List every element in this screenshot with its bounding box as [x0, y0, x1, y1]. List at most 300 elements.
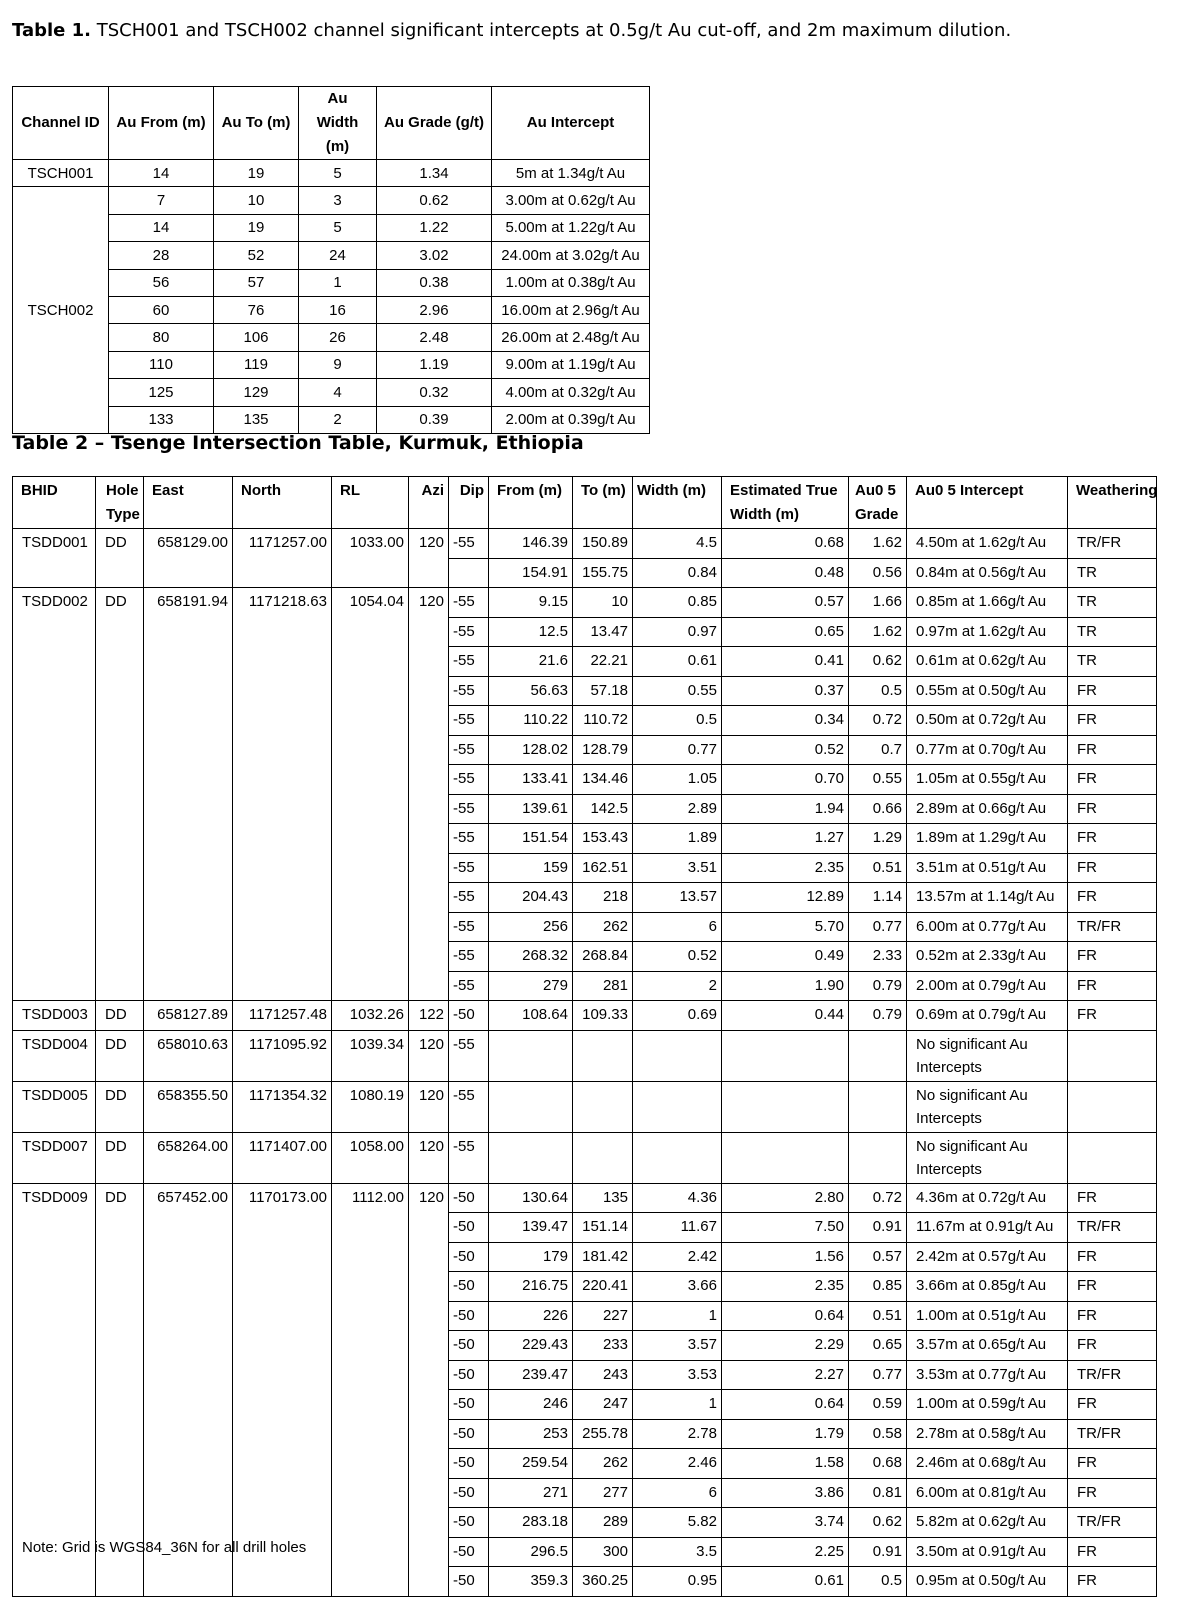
to-cell: 13.47: [573, 617, 633, 647]
dip-cell: -50: [449, 1213, 489, 1243]
bhid-cell: TSDD005: [13, 1081, 96, 1132]
true-width-cell: 1.58: [722, 1449, 849, 1479]
true-width-cell: 0.64: [722, 1390, 849, 1420]
table2-header-cell: RL: [332, 477, 409, 529]
rl-cell: 1032.26: [332, 1001, 409, 1031]
grade-cell: 0.79: [849, 971, 907, 1001]
intercept-cell: 6.00m at 0.77g/t Au: [907, 912, 1068, 942]
weathering-cell: FR: [1068, 1567, 1157, 1597]
weathering-cell: FR: [1068, 1449, 1157, 1479]
width-cell: 0.69: [633, 1001, 722, 1031]
width-cell: 2: [633, 971, 722, 1001]
north-cell: 1171257.00: [233, 529, 332, 588]
table1-header-cell: Au Width (m): [299, 87, 377, 160]
true-width-cell: 0.44: [722, 1001, 849, 1031]
table2-header-cell: Hole Type: [96, 477, 144, 529]
from-cell: 125: [109, 379, 214, 406]
table1-row: [13, 214, 650, 241]
dip-cell: -50: [449, 1449, 489, 1479]
width-cell: 3.51: [633, 853, 722, 883]
hole-type-cell: DD: [96, 588, 144, 1001]
to-cell: 268.84: [573, 942, 633, 972]
intercept-cell: 3.53m at 0.77g/t Au: [907, 1360, 1068, 1390]
weathering-cell: [1068, 1132, 1157, 1183]
from-cell: 151.54: [489, 824, 573, 854]
bhid-cell: TSDD009: [13, 1183, 96, 1596]
true-width-cell: 2.25: [722, 1537, 849, 1567]
grade-cell: 1.22: [377, 214, 492, 241]
to-cell: 19: [214, 160, 299, 187]
intercept-cell: 3.66m at 0.85g/t Au: [907, 1272, 1068, 1302]
table2-header-cell: BHID: [13, 477, 96, 529]
true-width-cell: 1.90: [722, 971, 849, 1001]
true-width-cell: 3.86: [722, 1478, 849, 1508]
table1-row: [13, 242, 650, 269]
grade-cell: 0.85: [849, 1272, 907, 1302]
azi-cell: 120: [409, 1030, 449, 1081]
dip-cell: -50: [449, 1272, 489, 1302]
north-cell: 1171407.00: [233, 1132, 332, 1183]
intercept-cell: 3.00m at 0.62g/t Au: [492, 187, 650, 214]
grade-cell: 1.29: [849, 824, 907, 854]
from-cell: 139.47: [489, 1213, 573, 1243]
table2-row: [13, 529, 1157, 559]
grade-cell: 2.96: [377, 296, 492, 323]
rl-cell: 1058.00: [332, 1132, 409, 1183]
weathering-cell: TR: [1068, 588, 1157, 618]
hole-type-cell: DD: [96, 529, 144, 588]
grade-cell: 1.34: [377, 160, 492, 187]
table2-header-cell: North: [233, 477, 332, 529]
width-cell: 3.53: [633, 1360, 722, 1390]
to-cell: 52: [214, 242, 299, 269]
width-cell: 4.5: [633, 529, 722, 559]
table1-header-cell: Au From (m): [109, 87, 214, 160]
table1-header-cell: Au Grade (g/t): [377, 87, 492, 160]
true-width-cell: 5.70: [722, 912, 849, 942]
table2-header-cell: Estimated True Width (m): [722, 477, 849, 529]
to-cell: 153.43: [573, 824, 633, 854]
table1-row: [13, 351, 650, 378]
width-cell: 0.61: [633, 647, 722, 677]
dip-cell: -55: [449, 735, 489, 765]
from-cell: 256: [489, 912, 573, 942]
east-cell: 658264.00: [144, 1132, 233, 1183]
true-width-cell: 0.52: [722, 735, 849, 765]
width-cell: 26: [299, 324, 377, 351]
from-cell: 110.22: [489, 706, 573, 736]
grade-cell: 0.55: [849, 765, 907, 795]
grade-cell: 0.91: [849, 1213, 907, 1243]
width-cell: [633, 1030, 722, 1081]
north-cell: 1171257.48: [233, 1001, 332, 1031]
to-cell: 106: [214, 324, 299, 351]
true-width-cell: 1.56: [722, 1242, 849, 1272]
from-cell: 268.32: [489, 942, 573, 972]
table2-header-cell: Au0 5 Intercept: [907, 477, 1068, 529]
to-cell: 10: [573, 588, 633, 618]
intercept-cell: 1.00m at 0.38g/t Au: [492, 269, 650, 296]
north-cell: 1170173.00: [233, 1183, 332, 1596]
east-cell: 657452.00: [144, 1183, 233, 1596]
from-cell: 56: [109, 269, 214, 296]
azi-cell: 120: [409, 529, 449, 588]
weathering-cell: FR: [1068, 971, 1157, 1001]
width-cell: 3.66: [633, 1272, 722, 1302]
grade-cell: 0.51: [849, 853, 907, 883]
intercept-cell: 4.36m at 0.72g/t Au: [907, 1183, 1068, 1213]
grade-cell: 0.72: [849, 1183, 907, 1213]
intercept-cell: 9.00m at 1.19g/t Au: [492, 351, 650, 378]
rl-cell: 1112.00: [332, 1183, 409, 1596]
intercept-cell: 13.57m at 1.14g/t Au: [907, 883, 1068, 913]
weathering-cell: FR: [1068, 794, 1157, 824]
intercept-cell: 3.51m at 0.51g/t Au: [907, 853, 1068, 883]
weathering-cell: TR/FR: [1068, 1419, 1157, 1449]
from-cell: 128.02: [489, 735, 573, 765]
from-cell: 283.18: [489, 1508, 573, 1538]
from-cell: 146.39: [489, 529, 573, 559]
to-cell: 109.33: [573, 1001, 633, 1031]
intercept-cell: 0.50m at 0.72g/t Au: [907, 706, 1068, 736]
from-cell: 253: [489, 1419, 573, 1449]
weathering-cell: FR: [1068, 1390, 1157, 1420]
dip-cell: -55: [449, 588, 489, 618]
table2-row: [13, 1132, 1157, 1183]
from-cell: [489, 1081, 573, 1132]
east-cell: 658355.50: [144, 1081, 233, 1132]
width-cell: 4.36: [633, 1183, 722, 1213]
grade-cell: 1.19: [377, 351, 492, 378]
weathering-cell: FR: [1068, 1183, 1157, 1213]
intercept-cell: 4.00m at 0.32g/t Au: [492, 379, 650, 406]
grade-cell: [849, 1132, 907, 1183]
width-cell: 0.77: [633, 735, 722, 765]
weathering-cell: FR: [1068, 1301, 1157, 1331]
width-cell: 2.89: [633, 794, 722, 824]
rl-cell: 1033.00: [332, 529, 409, 588]
true-width-cell: 0.68: [722, 529, 849, 559]
to-cell: 134.46: [573, 765, 633, 795]
from-cell: 229.43: [489, 1331, 573, 1361]
dip-cell: -55: [449, 706, 489, 736]
to-cell: 218: [573, 883, 633, 913]
north-cell: 1171218.63: [233, 588, 332, 1001]
dip-cell: -55: [449, 1030, 489, 1081]
azi-cell: 120: [409, 588, 449, 1001]
weathering-cell: FR: [1068, 706, 1157, 736]
to-cell: 76: [214, 296, 299, 323]
true-width-cell: 2.27: [722, 1360, 849, 1390]
weathering-cell: [1068, 1081, 1157, 1132]
dip-cell: -55: [449, 824, 489, 854]
intercept-cell: 0.69m at 0.79g/t Au: [907, 1001, 1068, 1031]
to-cell: 262: [573, 912, 633, 942]
azi-cell: 120: [409, 1081, 449, 1132]
weathering-cell: FR: [1068, 765, 1157, 795]
dip-cell: -55: [449, 765, 489, 795]
width-cell: 2.42: [633, 1242, 722, 1272]
from-cell: 7: [109, 187, 214, 214]
grade-cell: 0.57: [849, 1242, 907, 1272]
table1-row: [13, 324, 650, 351]
to-cell: 135: [214, 406, 299, 433]
from-cell: 133: [109, 406, 214, 433]
to-cell: 57: [214, 269, 299, 296]
to-cell: 220.41: [573, 1272, 633, 1302]
weathering-cell: FR: [1068, 1537, 1157, 1567]
hole-type-cell: DD: [96, 1132, 144, 1183]
true-width-cell: 0.61: [722, 1567, 849, 1597]
grade-cell: 0.39: [377, 406, 492, 433]
weathering-cell: TR/FR: [1068, 1360, 1157, 1390]
table1-header-cell: Au To (m): [214, 87, 299, 160]
from-cell: 296.5: [489, 1537, 573, 1567]
dip-cell: -50: [449, 1478, 489, 1508]
from-cell: 110: [109, 351, 214, 378]
width-cell: 13.57: [633, 883, 722, 913]
bhid-cell: TSDD002: [13, 588, 96, 1001]
table1-row: [13, 406, 650, 433]
dip-cell: -55: [449, 617, 489, 647]
dip-cell: -50: [449, 1567, 489, 1597]
weathering-cell: FR: [1068, 883, 1157, 913]
intercept-cell: 5m at 1.34g/t Au: [492, 160, 650, 187]
intercept-cell: 0.55m at 0.50g/t Au: [907, 676, 1068, 706]
to-cell: 19: [214, 214, 299, 241]
table2-header-cell: Width (m): [633, 477, 722, 529]
width-cell: 3.57: [633, 1331, 722, 1361]
from-cell: 226: [489, 1301, 573, 1331]
intercept-cell: 0.84m at 0.56g/t Au: [907, 558, 1068, 588]
table2-header-cell: To (m): [573, 477, 633, 529]
from-cell: 239.47: [489, 1360, 573, 1390]
dip-cell: -55: [449, 1081, 489, 1132]
intercept-cell: 1.05m at 0.55g/t Au: [907, 765, 1068, 795]
weathering-cell: TR/FR: [1068, 1508, 1157, 1538]
from-cell: 139.61: [489, 794, 573, 824]
true-width-cell: 0.41: [722, 647, 849, 677]
weathering-cell: FR: [1068, 824, 1157, 854]
intercept-cell: 0.52m at 2.33g/t Au: [907, 942, 1068, 972]
intercept-cell: 26.00m at 2.48g/t Au: [492, 324, 650, 351]
width-cell: 0.55: [633, 676, 722, 706]
from-cell: 14: [109, 160, 214, 187]
from-cell: 130.64: [489, 1183, 573, 1213]
width-cell: 3: [299, 187, 377, 214]
intercept-cell: 3.50m at 0.91g/t Au: [907, 1537, 1068, 1567]
dip-cell: -55: [449, 942, 489, 972]
to-cell: 289: [573, 1508, 633, 1538]
grade-cell: 0.77: [849, 912, 907, 942]
grade-cell: [849, 1030, 907, 1081]
from-cell: [489, 1132, 573, 1183]
true-width-cell: 0.49: [722, 942, 849, 972]
dip-cell: -55: [449, 971, 489, 1001]
table1-caption-text: TSCH001 and TSCH002 channel significant intercepts at 0.5g/t Au cut-off, and 2m maximum dilution.: [91, 20, 1012, 41]
to-cell: 277: [573, 1478, 633, 1508]
weathering-cell: TR/FR: [1068, 529, 1157, 559]
weathering-cell: FR: [1068, 1001, 1157, 1031]
east-cell: 658010.63: [144, 1030, 233, 1081]
to-cell: 142.5: [573, 794, 633, 824]
width-cell: 1.89: [633, 824, 722, 854]
width-cell: 2: [299, 406, 377, 433]
intercept-cell: 1.89m at 1.29g/t Au: [907, 824, 1068, 854]
intercept-cell: 0.85m at 1.66g/t Au: [907, 588, 1068, 618]
grade-cell: 0.56: [849, 558, 907, 588]
width-cell: 16: [299, 296, 377, 323]
grade-cell: 2.48: [377, 324, 492, 351]
hole-type-cell: DD: [96, 1001, 144, 1031]
intercept-cell: No significant Au Intercepts: [907, 1132, 1068, 1183]
from-cell: 279: [489, 971, 573, 1001]
rl-cell: 1080.19: [332, 1081, 409, 1132]
table2-header-cell: Dip: [449, 477, 489, 529]
intercept-cell: 6.00m at 0.81g/t Au: [907, 1478, 1068, 1508]
dip-cell: -50: [449, 1390, 489, 1420]
from-cell: 154.91: [489, 558, 573, 588]
to-cell: 181.42: [573, 1242, 633, 1272]
table2-header-cell: Au0 5 Grade: [849, 477, 907, 529]
dip-cell: -55: [449, 529, 489, 559]
from-cell: 359.3: [489, 1567, 573, 1597]
channel-id-cell: TSCH002: [13, 187, 109, 434]
intercept-cell: No significant Au Intercepts: [907, 1081, 1068, 1132]
from-cell: 21.6: [489, 647, 573, 677]
table1-row: [13, 379, 650, 406]
grade-cell: 3.02: [377, 242, 492, 269]
to-cell: 128.79: [573, 735, 633, 765]
to-cell: 150.89: [573, 529, 633, 559]
grade-cell: 0.62: [849, 1508, 907, 1538]
grade-cell: 0.59: [849, 1390, 907, 1420]
width-cell: 1: [633, 1390, 722, 1420]
width-cell: 5: [299, 214, 377, 241]
grade-cell: 0.68: [849, 1449, 907, 1479]
from-cell: 179: [489, 1242, 573, 1272]
table2-header-cell: From (m): [489, 477, 573, 529]
table1-caption: [12, 19, 1052, 43]
true-width-cell: 2.35: [722, 1272, 849, 1302]
hole-type-cell: DD: [96, 1081, 144, 1132]
channel-intercepts-table: [12, 86, 650, 434]
table1-row: [13, 296, 650, 323]
table1-row: [13, 160, 650, 187]
from-cell: 159: [489, 853, 573, 883]
intercept-cell: 5.82m at 0.62g/t Au: [907, 1508, 1068, 1538]
true-width-cell: 0.57: [722, 588, 849, 618]
dip-cell: -55: [449, 647, 489, 677]
table2-caption: Table 2 – Tsenge Intersection Table, Kurmuk, Ethiopia: [12, 432, 584, 454]
weathering-cell: TR: [1068, 617, 1157, 647]
from-cell: 259.54: [489, 1449, 573, 1479]
dip-cell: -55: [449, 853, 489, 883]
grade-cell: 1.62: [849, 529, 907, 559]
from-cell: 14: [109, 214, 214, 241]
true-width-cell: 3.74: [722, 1508, 849, 1538]
weathering-cell: FR: [1068, 1242, 1157, 1272]
bhid-cell: TSDD007: [13, 1132, 96, 1183]
width-cell: 5: [299, 160, 377, 187]
grade-cell: 0.51: [849, 1301, 907, 1331]
width-cell: 4: [299, 379, 377, 406]
grade-cell: 1.62: [849, 617, 907, 647]
true-width-cell: 0.70: [722, 765, 849, 795]
dip-cell: -50: [449, 1331, 489, 1361]
intercept-cell: 2.46m at 0.68g/t Au: [907, 1449, 1068, 1479]
width-cell: 1: [299, 269, 377, 296]
intercept-cell: 2.42m at 0.57g/t Au: [907, 1242, 1068, 1272]
width-cell: [633, 1081, 722, 1132]
grade-cell: 0.72: [849, 706, 907, 736]
width-cell: [633, 1132, 722, 1183]
table1-row: [13, 187, 650, 214]
intercept-cell: 3.57m at 0.65g/t Au: [907, 1331, 1068, 1361]
dip-cell: -55: [449, 912, 489, 942]
width-cell: 6: [633, 1478, 722, 1508]
intercept-cell: No significant Au Intercepts: [907, 1030, 1068, 1081]
width-cell: 2.78: [633, 1419, 722, 1449]
dip-cell: -50: [449, 1242, 489, 1272]
dip-cell: [449, 558, 489, 588]
width-cell: 0.52: [633, 942, 722, 972]
dip-cell: -50: [449, 1360, 489, 1390]
width-cell: 2.46: [633, 1449, 722, 1479]
rl-cell: 1039.34: [332, 1030, 409, 1081]
true-width-cell: 0.48: [722, 558, 849, 588]
grade-cell: 0.81: [849, 1478, 907, 1508]
from-cell: 246: [489, 1390, 573, 1420]
weathering-cell: FR: [1068, 676, 1157, 706]
table1-header-row: [13, 87, 650, 160]
grade-cell: [849, 1081, 907, 1132]
intercept-cell: 4.50m at 1.62g/t Au: [907, 529, 1068, 559]
to-cell: 162.51: [573, 853, 633, 883]
to-cell: 22.21: [573, 647, 633, 677]
intercept-cell: 2.00m at 0.79g/t Au: [907, 971, 1068, 1001]
intercept-cell: 2.00m at 0.39g/t Au: [492, 406, 650, 433]
hole-type-cell: DD: [96, 1183, 144, 1596]
north-cell: 1171354.32: [233, 1081, 332, 1132]
true-width-cell: 0.37: [722, 676, 849, 706]
to-cell: 262: [573, 1449, 633, 1479]
to-cell: 227: [573, 1301, 633, 1331]
true-width-cell: 2.29: [722, 1331, 849, 1361]
true-width-cell: 0.34: [722, 706, 849, 736]
grade-cell: 0.91: [849, 1537, 907, 1567]
grade-cell: 1.66: [849, 588, 907, 618]
width-cell: 3.5: [633, 1537, 722, 1567]
intercept-cell: 11.67m at 0.91g/t Au: [907, 1213, 1068, 1243]
dip-cell: -50: [449, 1301, 489, 1331]
weathering-cell: TR: [1068, 558, 1157, 588]
grade-cell: 0.38: [377, 269, 492, 296]
from-cell: [489, 1030, 573, 1081]
dip-cell: -50: [449, 1537, 489, 1567]
dip-cell: -50: [449, 1183, 489, 1213]
weathering-cell: FR: [1068, 1478, 1157, 1508]
dip-cell: -55: [449, 794, 489, 824]
table2-row: [13, 1001, 1157, 1031]
table2-header-cell: Azi: [409, 477, 449, 529]
table1-caption-label: Table 1.: [12, 20, 91, 41]
to-cell: 360.25: [573, 1567, 633, 1597]
dip-cell: -50: [449, 1001, 489, 1031]
grade-cell: 0.62: [377, 187, 492, 214]
table2-row: [13, 1030, 1157, 1081]
to-cell: 135: [573, 1183, 633, 1213]
